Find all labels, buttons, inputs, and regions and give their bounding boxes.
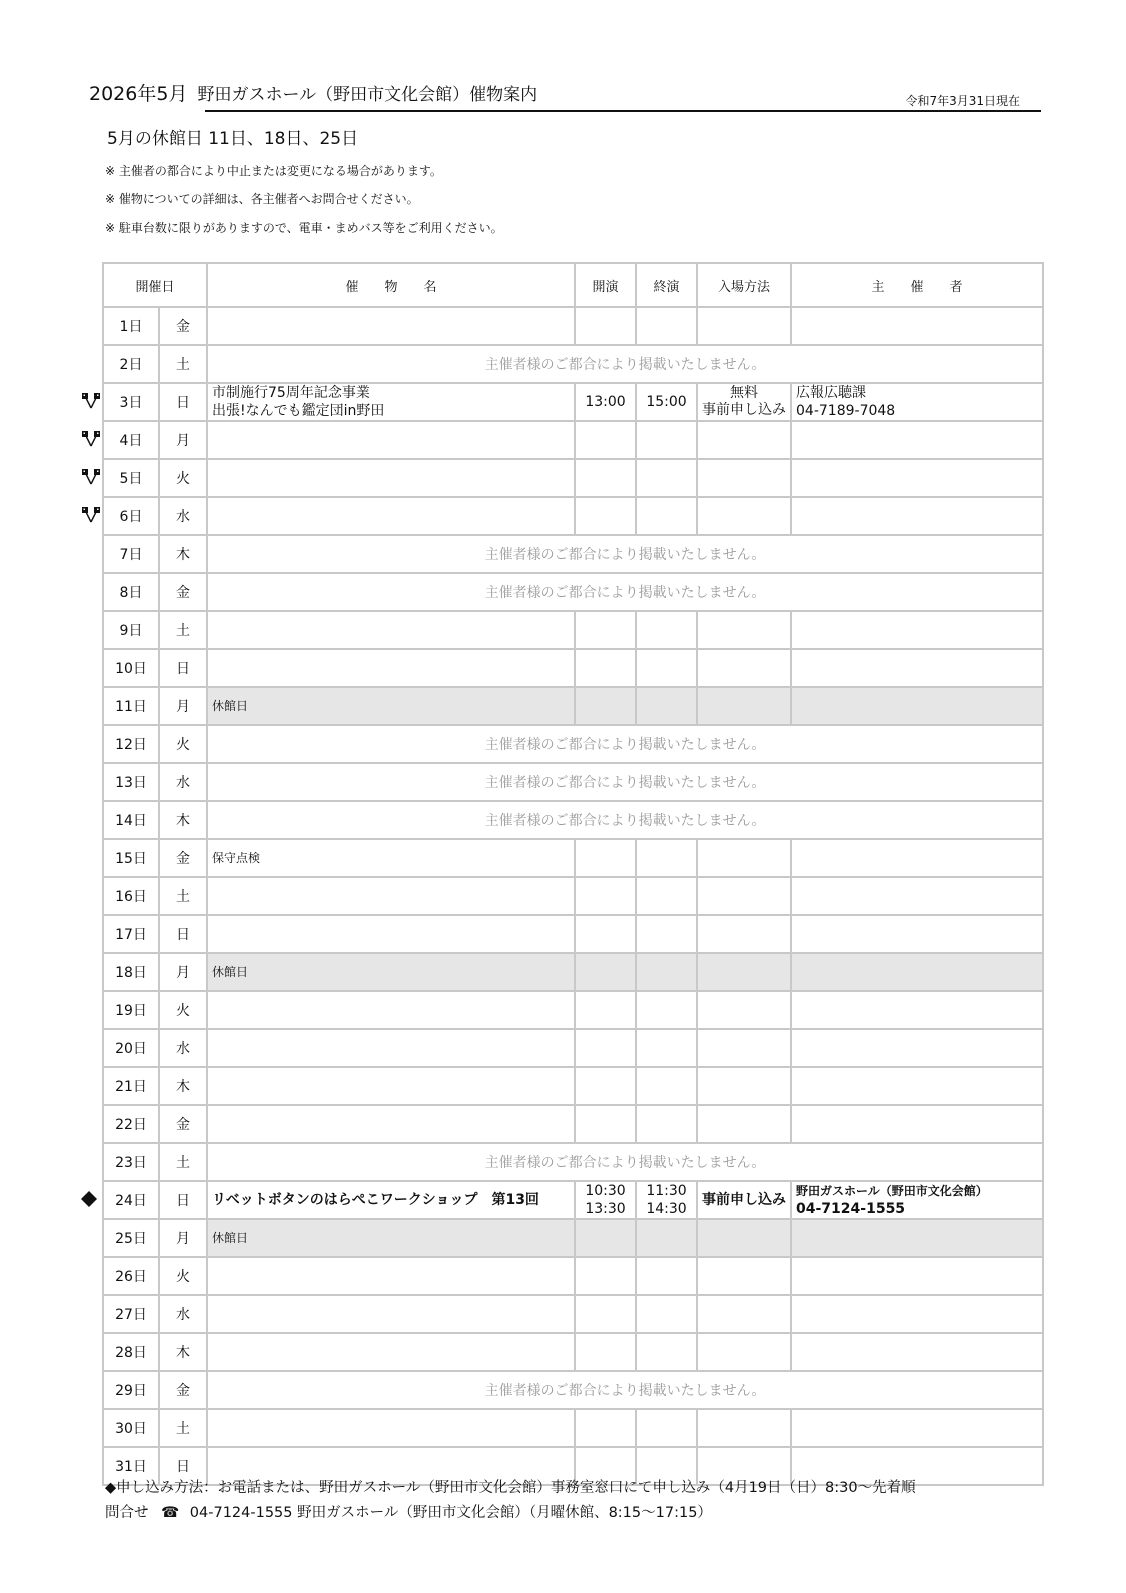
table-row <box>103 1143 1043 1181</box>
organizer <box>791 1219 1043 1257</box>
row-weekday: 日 <box>159 1181 207 1219</box>
day-label: 4日 <box>119 433 143 449</box>
table-row <box>103 991 1043 1029</box>
entry-method <box>697 1105 791 1143</box>
entry-method <box>697 611 791 649</box>
table-row <box>103 763 1043 801</box>
row-day <box>103 611 159 649</box>
open-time <box>575 1295 636 1333</box>
table-row <box>103 611 1043 649</box>
table-row <box>103 421 1043 459</box>
open-time <box>575 611 636 649</box>
row-day <box>103 1333 159 1371</box>
table-row <box>103 801 1043 839</box>
open-time <box>575 307 636 345</box>
event-name <box>207 915 575 953</box>
row-weekday: 金 <box>159 573 207 611</box>
organizer <box>791 459 1043 497</box>
day-label: 13日 <box>115 775 147 791</box>
row-weekday: 日 <box>159 1447 207 1485</box>
entry-method <box>697 459 791 497</box>
event-name-line1: リベットボタンのはらぺこワークショップ 第13回 <box>212 1192 539 1208</box>
row-weekday: 月 <box>159 953 207 991</box>
event-name <box>207 649 575 687</box>
flags-icon <box>80 468 102 488</box>
open-time <box>575 953 636 991</box>
organizer <box>791 991 1043 1029</box>
row-day <box>103 383 159 421</box>
row-day <box>103 649 159 687</box>
header-entry: 入場方法 <box>697 263 791 307</box>
close-time <box>636 1409 697 1447</box>
day-label: 12日 <box>115 737 147 753</box>
close-time <box>636 383 697 421</box>
organizer <box>791 611 1043 649</box>
row-weekday: 水 <box>159 1295 207 1333</box>
closed-days: 5月の休館日 11日、18日、25日 <box>107 129 359 149</box>
day-label: 5日 <box>119 471 143 487</box>
row-day <box>103 573 159 611</box>
table-body <box>103 307 1043 1485</box>
event-name <box>207 1181 575 1219</box>
entry-method <box>697 1029 791 1067</box>
day-label: 21日 <box>115 1079 147 1095</box>
open-time <box>575 383 636 421</box>
close-time <box>636 497 697 535</box>
open-time <box>575 1333 636 1371</box>
organizer <box>791 383 1043 421</box>
organizer <box>791 953 1043 991</box>
entry-method <box>697 1067 791 1105</box>
open-time <box>575 421 636 459</box>
open-time <box>575 1181 636 1219</box>
close-time <box>636 459 697 497</box>
undisclosed-notice: 主催者様のご都合により掲載いたしません。 <box>207 573 1043 611</box>
entry-method <box>697 839 791 877</box>
day-label: 30日 <box>115 1421 147 1437</box>
flags-icon <box>80 392 102 412</box>
organizer <box>791 1067 1043 1105</box>
close-time <box>636 687 697 725</box>
row-day <box>103 1105 159 1143</box>
close-time <box>636 1181 697 1219</box>
row-weekday: 土 <box>159 877 207 915</box>
row-day <box>103 1067 159 1105</box>
table-row <box>103 1029 1043 1067</box>
table-row <box>103 649 1043 687</box>
open-time-1: 13:00 <box>585 394 626 410</box>
close-time <box>636 953 697 991</box>
row-weekday: 火 <box>159 1257 207 1295</box>
event-name-line2: 出張!なんでも鑑定団in野田 <box>212 403 385 419</box>
event-name <box>207 1067 575 1105</box>
entry-line1: 事前申し込み <box>702 1191 787 1208</box>
header-organizer: 主 催 者 <box>791 263 1043 307</box>
row-weekday: 水 <box>159 497 207 535</box>
event-name-text: 保守点検 <box>212 851 261 865</box>
close-time-1: 15:00 <box>646 394 687 410</box>
open-time <box>575 1257 636 1295</box>
close-time-2: 14:30 <box>646 1201 687 1217</box>
table-row <box>103 535 1043 573</box>
undisclosed-notice: 主催者様のご都合により掲載いたしません。 <box>207 801 1043 839</box>
row-day <box>103 497 159 535</box>
organizer <box>791 839 1043 877</box>
entry-method <box>697 877 791 915</box>
row-weekday: 水 <box>159 1029 207 1067</box>
open-time-2: 13:30 <box>585 1201 626 1217</box>
row-weekday: 土 <box>159 1409 207 1447</box>
day-label: 7日 <box>119 547 143 563</box>
row-day <box>103 991 159 1029</box>
day-label: 16日 <box>115 889 147 905</box>
row-day <box>103 459 159 497</box>
organizer <box>791 1105 1043 1143</box>
row-day <box>103 535 159 573</box>
row-weekday: 金 <box>159 1105 207 1143</box>
row-day <box>103 877 159 915</box>
event-name <box>207 1333 575 1371</box>
row-day <box>103 1143 159 1181</box>
close-time-1: 11:30 <box>646 1183 687 1199</box>
close-time <box>636 915 697 953</box>
close-time <box>636 1067 697 1105</box>
table-row <box>103 307 1043 345</box>
day-label: 2日 <box>119 357 143 373</box>
close-time <box>636 1333 697 1371</box>
table-row <box>103 1257 1043 1295</box>
event-name <box>207 953 575 991</box>
event-name <box>207 877 575 915</box>
undisclosed-notice: 主催者様のご都合により掲載いたしません。 <box>207 345 1043 383</box>
contact-label: 問合せ <box>105 1505 149 1521</box>
event-name <box>207 991 575 1029</box>
entry-method <box>697 1257 791 1295</box>
organizer-line2: 04-7189-7048 <box>796 403 896 419</box>
row-weekday: 月 <box>159 421 207 459</box>
row-day <box>103 725 159 763</box>
row-weekday: 月 <box>159 1219 207 1257</box>
row-day <box>103 1029 159 1067</box>
day-label: 26日 <box>115 1269 147 1285</box>
entry-method <box>697 421 791 459</box>
close-time <box>636 1219 697 1257</box>
event-name-text: 休館日 <box>212 965 249 979</box>
row-weekday: 土 <box>159 345 207 383</box>
day-label: 17日 <box>115 927 147 943</box>
row-weekday: 火 <box>159 991 207 1029</box>
day-label: 25日 <box>115 1231 147 1247</box>
phone-icon: ☎ <box>161 1505 180 1521</box>
entry-method <box>697 953 791 991</box>
header-date: 開催日 <box>103 263 207 307</box>
row-weekday: 木 <box>159 1333 207 1371</box>
row-weekday: 金 <box>159 839 207 877</box>
entry-method <box>697 383 791 421</box>
day-label: 14日 <box>115 813 147 829</box>
row-day <box>103 953 159 991</box>
event-name <box>207 383 575 421</box>
entry-method <box>697 1295 791 1333</box>
close-time <box>636 877 697 915</box>
day-label: 15日 <box>115 851 147 867</box>
close-time <box>636 611 697 649</box>
close-time <box>636 1105 697 1143</box>
open-time <box>575 459 636 497</box>
organizer <box>791 877 1043 915</box>
row-weekday: 土 <box>159 1143 207 1181</box>
open-time <box>575 1029 636 1067</box>
row-weekday: 月 <box>159 687 207 725</box>
open-time <box>575 839 636 877</box>
header-open: 開演 <box>575 263 636 307</box>
row-weekday: 土 <box>159 611 207 649</box>
day-label: 28日 <box>115 1345 147 1361</box>
entry-line1: 無料 <box>730 385 759 401</box>
organizer <box>791 687 1043 725</box>
day-label: 20日 <box>115 1041 147 1057</box>
row-day <box>103 1219 159 1257</box>
day-label: 23日 <box>115 1155 147 1171</box>
table-row <box>103 725 1043 763</box>
organizer-line2: 04-7124-1555 <box>796 1201 906 1217</box>
table-row <box>103 497 1043 535</box>
event-name <box>207 1029 575 1067</box>
close-time <box>636 307 697 345</box>
day-label: 9日 <box>119 623 143 639</box>
table-row <box>103 459 1043 497</box>
entry-method <box>697 915 791 953</box>
entry-method <box>697 649 791 687</box>
day-label: 10日 <box>115 661 147 677</box>
note-1: ※ 主催者の都合により中止または変更になる場合があります。 <box>105 164 442 178</box>
row-weekday: 火 <box>159 725 207 763</box>
header-rule <box>205 110 1041 112</box>
close-time <box>636 1257 697 1295</box>
flags-icon <box>80 430 102 450</box>
header-event: 催 物 名 <box>207 263 575 307</box>
table-row <box>103 953 1043 991</box>
entry-method <box>697 1409 791 1447</box>
table-row <box>103 1333 1043 1371</box>
row-day <box>103 345 159 383</box>
entry-line2: 事前申し込み <box>702 402 787 418</box>
entry-method <box>697 497 791 535</box>
close-time <box>636 421 697 459</box>
event-name <box>207 459 575 497</box>
table-row <box>103 915 1043 953</box>
close-time <box>636 1029 697 1067</box>
open-time <box>575 915 636 953</box>
day-label: 11日 <box>115 699 147 715</box>
day-label: 24日 <box>115 1193 147 1209</box>
row-day <box>103 915 159 953</box>
open-time <box>575 1409 636 1447</box>
table-row <box>103 1181 1043 1219</box>
schedule-table <box>102 262 1044 1486</box>
event-name-line1: 市制施行75周年記念事業 <box>212 385 370 401</box>
event-name <box>207 1295 575 1333</box>
entry-method <box>697 1333 791 1371</box>
organizer <box>791 307 1043 345</box>
event-name <box>207 611 575 649</box>
open-time <box>575 991 636 1029</box>
day-label: 31日 <box>115 1459 147 1475</box>
close-time <box>636 649 697 687</box>
entry-method <box>697 307 791 345</box>
header-close: 終演 <box>636 263 697 307</box>
organizer <box>791 1181 1043 1219</box>
row-day <box>103 421 159 459</box>
open-time <box>575 1067 636 1105</box>
day-label: 6日 <box>119 509 143 525</box>
open-time <box>575 1219 636 1257</box>
table-row <box>103 1295 1043 1333</box>
day-label: 18日 <box>115 965 147 981</box>
row-weekday: 日 <box>159 383 207 421</box>
open-time-1: 10:30 <box>585 1183 626 1199</box>
diamond-icon <box>78 1190 100 1210</box>
row-weekday: 金 <box>159 1371 207 1409</box>
organizer <box>791 497 1043 535</box>
organizer <box>791 649 1043 687</box>
row-weekday: 金 <box>159 307 207 345</box>
footer-contact <box>105 1501 712 1522</box>
organizer <box>791 915 1043 953</box>
contact-phone: 04-7124-1555 野田ガスホール（野田市文化会館）（月曜休館、8:15～17:15） <box>189 1505 712 1521</box>
event-name <box>207 1257 575 1295</box>
table-header-row <box>103 263 1043 307</box>
table-row <box>103 1105 1043 1143</box>
row-weekday: 木 <box>159 535 207 573</box>
row-day <box>103 1371 159 1409</box>
day-label: 8日 <box>119 585 143 601</box>
row-day <box>103 1257 159 1295</box>
entry-method <box>697 1181 791 1219</box>
close-time <box>636 1295 697 1333</box>
entry-method <box>697 991 791 1029</box>
event-name-text: 休館日 <box>212 699 249 713</box>
row-day <box>103 1295 159 1333</box>
event-name <box>207 839 575 877</box>
entry-method <box>697 687 791 725</box>
row-weekday: 日 <box>159 915 207 953</box>
table-row <box>103 1371 1043 1409</box>
row-weekday: 火 <box>159 459 207 497</box>
entry-method <box>697 1219 791 1257</box>
note-2: ※ 催物についての詳細は、各主催者へお問合せください。 <box>105 192 419 206</box>
undisclosed-notice: 主催者様のご都合により掲載いたしません。 <box>207 535 1043 573</box>
close-time <box>636 991 697 1029</box>
venue-title: 野田ガスホール（野田市文化会館）催物案内 <box>197 85 538 105</box>
organizer <box>791 1409 1043 1447</box>
table-row <box>103 383 1043 421</box>
day-label: 3日 <box>119 395 143 411</box>
row-day <box>103 1409 159 1447</box>
open-time <box>575 877 636 915</box>
footer-application: ◆申し込み方法：お電話または、野田ガスホール（野田市文化会館）事務室窓口にて申し込み（4月19日（日）8:30～先着順 <box>105 1480 916 1496</box>
as-of-date: 令和7年3月31日現在 <box>905 94 1020 108</box>
row-day <box>103 1181 159 1219</box>
open-time <box>575 1105 636 1143</box>
event-name <box>207 1409 575 1447</box>
undisclosed-notice: 主催者様のご都合により掲載いたしません。 <box>207 763 1043 801</box>
event-name <box>207 421 575 459</box>
event-name-text: 休館日 <box>212 1231 249 1245</box>
event-name <box>207 1105 575 1143</box>
row-weekday: 水 <box>159 763 207 801</box>
table-row <box>103 687 1043 725</box>
organizer <box>791 421 1043 459</box>
organizer <box>791 1295 1043 1333</box>
row-day <box>103 687 159 725</box>
table-row <box>103 877 1043 915</box>
event-name <box>207 687 575 725</box>
close-time <box>636 839 697 877</box>
organizer <box>791 1333 1043 1371</box>
table-row <box>103 573 1043 611</box>
year-month: 2026年5月 <box>89 83 188 105</box>
table-row <box>103 345 1043 383</box>
table-row <box>103 1409 1043 1447</box>
open-time <box>575 497 636 535</box>
row-day <box>103 307 159 345</box>
organizer <box>791 1257 1043 1295</box>
undisclosed-notice: 主催者様のご都合により掲載いたしません。 <box>207 725 1043 763</box>
day-label: 27日 <box>115 1307 147 1323</box>
table-row <box>103 1219 1043 1257</box>
day-label: 22日 <box>115 1117 147 1133</box>
row-day <box>103 801 159 839</box>
row-day <box>103 763 159 801</box>
note-3: ※ 駐車台数に限りがありますので、電車・まめバス等をご利用ください。 <box>105 221 503 235</box>
row-weekday: 木 <box>159 801 207 839</box>
page-title <box>89 79 537 106</box>
undisclosed-notice: 主催者様のご都合により掲載いたしません。 <box>207 1143 1043 1181</box>
open-time <box>575 649 636 687</box>
table-row <box>103 839 1043 877</box>
organizer-line1: 野田ガスホール（野田市文化会館） <box>796 1184 988 1198</box>
day-label: 19日 <box>115 1003 147 1019</box>
undisclosed-notice: 主催者様のご都合により掲載いたしません。 <box>207 1371 1043 1409</box>
organizer-line1: 広報広聴課 <box>796 385 867 401</box>
organizer <box>791 1029 1043 1067</box>
row-weekday: 日 <box>159 649 207 687</box>
flags-icon <box>80 506 102 526</box>
day-label: 29日 <box>115 1383 147 1399</box>
event-name <box>207 1219 575 1257</box>
table-row <box>103 1067 1043 1105</box>
event-name <box>207 497 575 535</box>
day-label: 1日 <box>119 319 143 335</box>
open-time <box>575 687 636 725</box>
row-day <box>103 839 159 877</box>
row-weekday: 木 <box>159 1067 207 1105</box>
event-name <box>207 307 575 345</box>
